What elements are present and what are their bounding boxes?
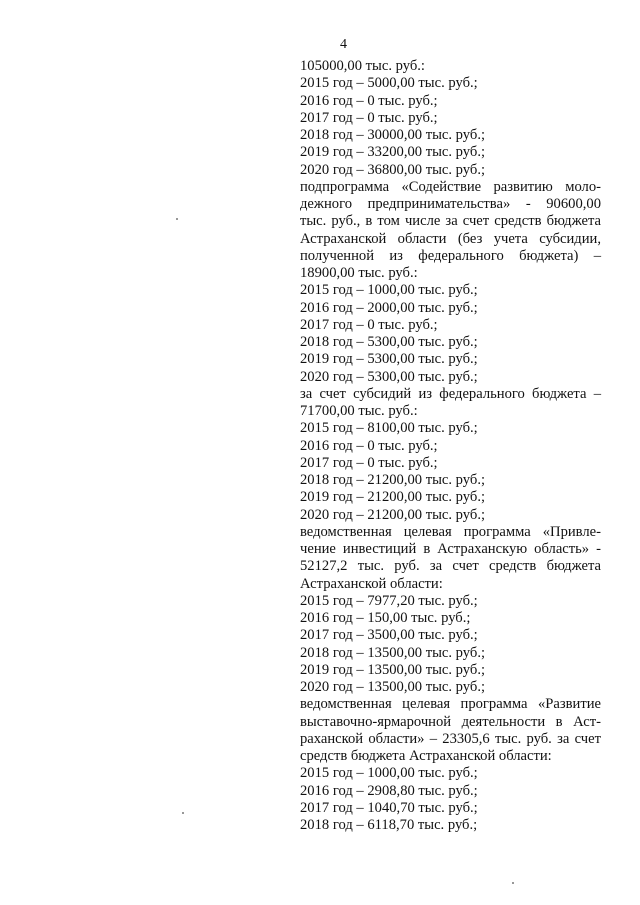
text-line: 2016 год – 2908,80 тыс. руб.; bbox=[300, 782, 478, 799]
text-line: 52127,2 тыс. руб. за счет средств бюджета bbox=[300, 558, 601, 575]
text-line: 2015 год – 8100,00 тыс. руб.; bbox=[300, 420, 478, 437]
text-line: средств бюджета Астраханской области: bbox=[300, 748, 552, 764]
scan-speck bbox=[512, 882, 514, 884]
text-line: 2020 год – 36800,00 тыс. руб.; bbox=[300, 161, 486, 178]
text-line: выставочно-ярмарочной деятельности в Аст- bbox=[300, 713, 601, 730]
text-line: 2018 год – 5300,00 тыс. руб.; bbox=[300, 334, 478, 350]
text-line: 18900,00 тыс. руб.: bbox=[300, 265, 418, 281]
scan-speck bbox=[182, 812, 184, 814]
text-line: 2019 год – 33200,00 тыс. руб.; bbox=[300, 144, 486, 161]
text-line: 2016 год – 0 тыс. руб.; bbox=[300, 92, 438, 109]
text-line: 2018 год – 30000,00 тыс. руб.; bbox=[300, 127, 486, 143]
text-line: 2017 год – 3500,00 тыс. руб.; bbox=[300, 627, 478, 644]
text-line: 2019 год – 5300,00 тыс. руб.; bbox=[300, 351, 478, 368]
text-column bbox=[300, 58, 601, 834]
text-line: 2017 год – 0 тыс. руб.; bbox=[300, 316, 438, 333]
text-line: 2020 год – 21200,00 тыс. руб.; bbox=[300, 506, 486, 523]
scan-speck bbox=[176, 218, 178, 220]
text-line: 2015 год – 1000,00 тыс. руб.; bbox=[300, 282, 478, 299]
text-line: 2017 год – 0 тыс. руб.; bbox=[300, 454, 438, 471]
page-number: 4 bbox=[340, 37, 347, 52]
text-line: Астраханской области: bbox=[300, 575, 443, 592]
text-line: 2019 год – 21200,00 тыс. руб.; bbox=[300, 489, 486, 506]
text-line: 2017 год – 0 тыс. руб.; bbox=[300, 109, 438, 126]
text-line: ведомственная целевая программа «Развитие bbox=[300, 696, 601, 713]
text-line: 2015 год – 5000,00 тыс. руб.; bbox=[300, 75, 478, 92]
text-line: 2019 год – 13500,00 тыс. руб.; bbox=[300, 661, 486, 678]
text-line: 71700,00 тыс. руб.: bbox=[300, 403, 418, 419]
text-line: 2015 год – 1000,00 тыс. руб.; bbox=[300, 765, 478, 782]
text-line: тыс. руб., в том числе за счет средств бюджета bbox=[300, 213, 601, 230]
text-line: 2018 год – 21200,00 тыс. руб.; bbox=[300, 472, 486, 488]
text-line: 2018 год – 6118,70 тыс. руб.; bbox=[300, 817, 478, 833]
text-line: раханской области» – 23305,6 тыс. руб. за счет bbox=[300, 730, 601, 747]
text-line: за счет субсидий из федерального бюджета – bbox=[300, 385, 601, 402]
text-line: подпрограмма «Содействие развитию моло- bbox=[300, 178, 601, 195]
text-line: полученной из федерального бюджета) – bbox=[300, 247, 601, 264]
text-line: 2016 год – 0 тыс. руб.; bbox=[300, 437, 438, 454]
text-line: чение инвестиций в Астраханскую область» - bbox=[300, 541, 601, 557]
text-line: 2020 год – 5300,00 тыс. руб.; bbox=[300, 368, 478, 385]
text-line: 2018 год – 13500,00 тыс. руб.; bbox=[300, 644, 486, 661]
text-line: Астраханской области (без учета субсидии, bbox=[300, 230, 601, 247]
text-line: 2020 год – 13500,00 тыс. руб.; bbox=[300, 679, 486, 695]
text-line: дежного предпринимательства» - 90600,00 bbox=[300, 196, 601, 212]
text-line: 2017 год – 1040,70 тыс. руб.; bbox=[300, 799, 478, 816]
text-line: 105000,00 тыс. руб.: bbox=[300, 58, 425, 74]
text-line: 2015 год – 7977,20 тыс. руб.; bbox=[300, 592, 478, 609]
text-line: ведомственная целевая программа «Привле- bbox=[300, 523, 601, 540]
text-line: 2016 год – 2000,00 тыс. руб.; bbox=[300, 299, 478, 316]
text-line: 2016 год – 150,00 тыс. руб.; bbox=[300, 610, 471, 626]
